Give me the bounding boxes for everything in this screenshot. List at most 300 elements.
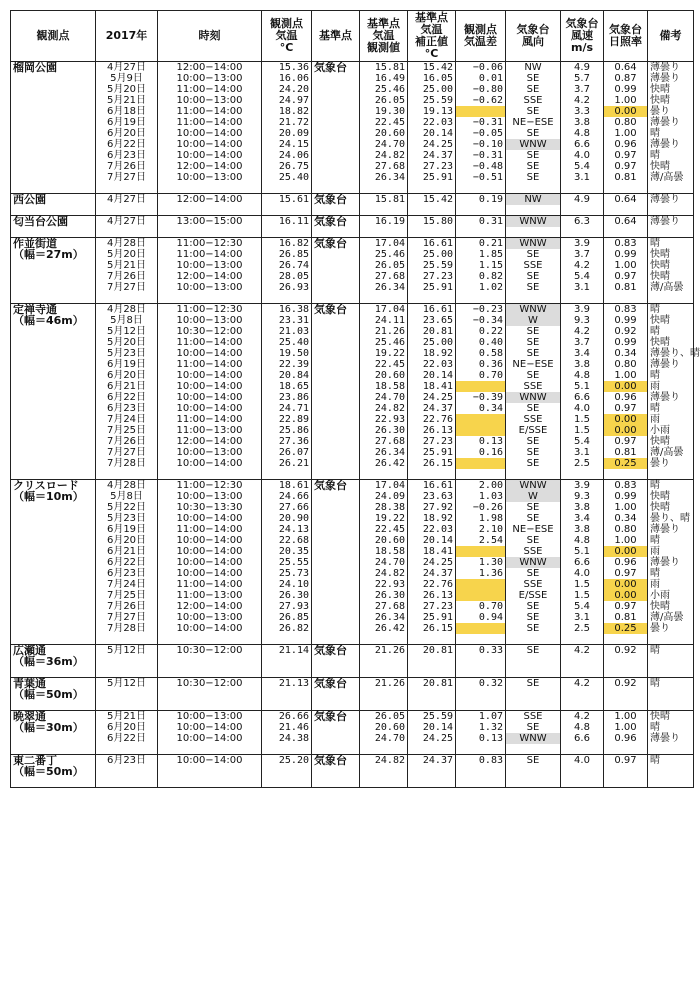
ref-corrected-cell: 25.91 — [408, 282, 456, 293]
obs-temp-cell: 16.82 — [262, 238, 312, 250]
station-name-empty — [11, 403, 96, 414]
ref-corrected-cell: 23.65 — [408, 315, 456, 326]
empty-cell — [506, 700, 561, 711]
ref-corrected-cell: 24.25 — [408, 139, 456, 150]
ref-point-empty — [312, 447, 360, 458]
empty-cell — [262, 744, 312, 755]
time-cell: 10:30−13:30 — [158, 502, 262, 513]
column-header-line: 風速 — [571, 29, 593, 42]
empty-cell — [312, 227, 360, 238]
temp-diff-cell: −0.31 — [456, 117, 506, 128]
ref-point-empty — [312, 590, 360, 601]
temp-diff-cell: −0.06 — [456, 62, 506, 74]
wind-speed-cell: 4.2 — [561, 326, 604, 337]
time-cell: 10:00−14:00 — [158, 535, 262, 546]
remarks-cell: 晴 — [648, 568, 694, 579]
date-cell: 6月20日 — [96, 535, 158, 546]
ref-corrected-cell: 27.23 — [408, 161, 456, 172]
wind-speed-cell: 4.8 — [561, 128, 604, 139]
date-cell: 5月12日 — [96, 678, 158, 690]
remarks-cell: 薄/高曇 — [648, 612, 694, 623]
time-cell: 11:00−13:00 — [158, 590, 262, 601]
station-name: クリスロード — [11, 480, 96, 492]
column-header — [648, 11, 694, 62]
wind-speed-cell: 4.8 — [561, 370, 604, 381]
temp-diff-cell: 1.03 — [456, 491, 506, 502]
wind-speed-cell: 3.7 — [561, 337, 604, 348]
empty-cell — [561, 293, 604, 304]
ref-point-cell: 気象台 — [312, 678, 360, 690]
station-name-empty — [11, 513, 96, 524]
station-name: 作並街道 — [11, 238, 96, 250]
date-cell: 6月23日 — [96, 568, 158, 579]
ref-point-empty — [312, 326, 360, 337]
date-cell: 5月8日 — [96, 315, 158, 326]
empty-cell — [158, 205, 262, 216]
ref-corrected-cell: 24.25 — [408, 392, 456, 403]
station-name-empty — [11, 458, 96, 469]
time-cell: 10:00−14:00 — [158, 348, 262, 359]
table-row — [11, 678, 694, 690]
ref-temp-cell: 22.45 — [360, 524, 408, 535]
remarks-cell: 晴 — [648, 722, 694, 733]
ref-corrected-cell: 20.14 — [408, 722, 456, 733]
ref-point-empty — [312, 84, 360, 95]
wind-speed-cell: 4.2 — [561, 95, 604, 106]
date-cell: 4月28日 — [96, 480, 158, 492]
wind-dir-cell: SSE — [506, 95, 561, 106]
empty-cell — [158, 766, 262, 777]
sunshine-cell: 0.34 — [604, 513, 648, 524]
wind-dir-cell: SE — [506, 458, 561, 469]
date-cell: 4月27日 — [96, 194, 158, 206]
table-body — [11, 61, 700, 788]
date-cell: 6月20日 — [96, 370, 158, 381]
sunshine-cell: 0.80 — [604, 524, 648, 535]
sunshine-cell: 1.00 — [604, 128, 648, 139]
empty-cell — [648, 700, 694, 711]
ref-temp-cell: 19.22 — [360, 513, 408, 524]
empty-cell — [604, 744, 648, 755]
date-cell: 5月12日 — [96, 645, 158, 657]
table-row — [11, 282, 694, 293]
table-row — [11, 348, 694, 359]
temp-diff-cell — [456, 414, 506, 425]
obs-temp-cell: 26.30 — [262, 590, 312, 601]
empty-cell — [408, 634, 456, 645]
wind-dir-cell: W — [506, 315, 561, 326]
wind-speed-cell: 6.6 — [561, 139, 604, 150]
remarks-cell: 晴 — [648, 480, 694, 492]
temp-diff-cell: 0.22 — [456, 326, 506, 337]
wind-speed-cell: 3.8 — [561, 117, 604, 128]
ref-temp-cell: 20.60 — [360, 370, 408, 381]
empty-cell — [506, 667, 561, 678]
ref-point-cell: 気象台 — [312, 194, 360, 206]
temp-diff-cell: −0.34 — [456, 315, 506, 326]
wind-speed-cell: 4.0 — [561, 403, 604, 414]
time-cell: 12:00−14:00 — [158, 194, 262, 206]
station-name: （幅＝50m） — [11, 766, 96, 777]
remarks-cell: 小雨 — [648, 425, 694, 436]
obs-temp-cell: 19.50 — [262, 348, 312, 359]
ref-corrected-cell: 20.14 — [408, 535, 456, 546]
empty-cell — [158, 634, 262, 645]
ref-temp-cell: 26.30 — [360, 590, 408, 601]
empty-cell — [11, 634, 96, 645]
empty-cell — [456, 766, 506, 777]
sunshine-cell: 1.00 — [604, 95, 648, 106]
temp-diff-cell — [456, 425, 506, 436]
empty-cell — [456, 689, 506, 700]
ref-temp-cell: 16.49 — [360, 73, 408, 84]
remarks-cell: 薄曇り — [648, 733, 694, 744]
empty-cell — [506, 293, 561, 304]
obs-temp-cell: 24.13 — [262, 524, 312, 535]
remarks-cell: 薄曇り — [648, 524, 694, 535]
empty-cell — [506, 469, 561, 480]
station-name-empty — [11, 370, 96, 381]
table-row — [11, 480, 694, 492]
table-row — [11, 139, 694, 150]
wind-dir-cell: W — [506, 491, 561, 502]
header-row — [11, 11, 694, 62]
wind-dir-cell: SSE — [506, 260, 561, 271]
sunshine-cell: 0.81 — [604, 447, 648, 458]
station-name-empty — [11, 524, 96, 535]
temp-diff-cell: 0.40 — [456, 337, 506, 348]
time-cell: 10:00−14:00 — [158, 403, 262, 414]
temp-diff-cell — [456, 546, 506, 557]
empty-cell — [408, 227, 456, 238]
date-cell: 5月20日 — [96, 337, 158, 348]
empty-cell — [312, 766, 360, 777]
time-cell: 10:00−14:00 — [158, 458, 262, 469]
sunshine-cell: 0.64 — [604, 194, 648, 206]
empty-cell — [360, 689, 408, 700]
empty-cell — [262, 700, 312, 711]
column-header — [604, 11, 648, 62]
wind-dir-cell: SE — [506, 722, 561, 733]
wind-dir-cell: SE — [506, 172, 561, 183]
date-cell: 7月27日 — [96, 282, 158, 293]
empty-cell — [11, 205, 96, 216]
sunshine-cell: 0.96 — [604, 557, 648, 568]
sunshine-cell: 0.00 — [604, 590, 648, 601]
ref-point-empty — [312, 381, 360, 392]
table-row — [11, 546, 694, 557]
empty-cell — [312, 700, 360, 711]
empty-cell — [604, 667, 648, 678]
obs-temp-cell: 24.97 — [262, 95, 312, 106]
obs-temp-cell: 21.46 — [262, 722, 312, 733]
empty-cell — [506, 744, 561, 755]
date-cell: 7月28日 — [96, 458, 158, 469]
sunshine-cell: 0.00 — [604, 579, 648, 590]
wind-dir-cell: WNW — [506, 480, 561, 492]
sunshine-cell: 0.81 — [604, 172, 648, 183]
remarks-cell: 快晴 — [648, 711, 694, 723]
remarks-cell: 薄曇り、晴 — [648, 348, 694, 359]
date-cell: 6月19日 — [96, 117, 158, 128]
table-row — [11, 557, 694, 568]
temp-diff-cell: 1.32 — [456, 722, 506, 733]
wind-dir-cell: SE — [506, 282, 561, 293]
sunshine-cell: 1.00 — [604, 711, 648, 723]
empty-cell — [561, 634, 604, 645]
ref-corrected-cell: 27.23 — [408, 436, 456, 447]
temp-diff-cell: 0.01 — [456, 73, 506, 84]
empty-cell — [506, 766, 561, 777]
table-row — [11, 161, 694, 172]
ref-point-empty — [312, 524, 360, 535]
empty-cell — [648, 227, 694, 238]
date-cell: 7月26日 — [96, 436, 158, 447]
empty-cell — [561, 183, 604, 194]
obs-temp-cell: 24.06 — [262, 150, 312, 161]
temp-diff-cell: −0.39 — [456, 392, 506, 403]
remarks-cell: 薄曇り — [648, 392, 694, 403]
table-row — [11, 326, 694, 337]
ref-point-empty — [312, 172, 360, 183]
wind-speed-cell: 5.1 — [561, 546, 604, 557]
sunshine-cell: 0.80 — [604, 117, 648, 128]
remarks-cell: 晴 — [648, 535, 694, 546]
sunshine-cell: 0.25 — [604, 623, 648, 634]
date-cell: 4月27日 — [96, 216, 158, 228]
station-name-empty — [11, 348, 96, 359]
table-row — [11, 425, 694, 436]
date-cell: 5月21日 — [96, 95, 158, 106]
table-row — [11, 513, 694, 524]
time-cell: 11:00−12:30 — [158, 304, 262, 316]
ref-corrected-cell: 18.41 — [408, 546, 456, 557]
ref-corrected-cell: 20.81 — [408, 326, 456, 337]
station-name-empty — [11, 161, 96, 172]
column-header-line: 観測点 — [464, 23, 497, 36]
empty-cell — [158, 689, 262, 700]
station-name-empty — [11, 326, 96, 337]
empty-cell — [561, 766, 604, 777]
temp-diff-cell — [456, 623, 506, 634]
spacer-row — [11, 700, 694, 711]
station-name-empty — [11, 95, 96, 106]
ref-point-cell: 気象台 — [312, 645, 360, 657]
remarks-cell: 雨 — [648, 579, 694, 590]
temp-diff-cell: −0.05 — [456, 128, 506, 139]
temp-diff-cell: −0.31 — [456, 150, 506, 161]
obs-temp-cell: 28.05 — [262, 271, 312, 282]
ref-temp-cell: 17.04 — [360, 480, 408, 492]
empty-cell — [11, 667, 96, 678]
empty-cell — [408, 205, 456, 216]
remarks-cell: 快晴 — [648, 271, 694, 282]
empty-cell — [360, 634, 408, 645]
table-row — [11, 458, 694, 469]
empty-cell — [312, 744, 360, 755]
empty-cell — [408, 766, 456, 777]
ref-temp-cell: 26.05 — [360, 95, 408, 106]
ref-point-empty — [312, 491, 360, 502]
empty-cell — [408, 689, 456, 700]
time-cell: 10:00−14:00 — [158, 370, 262, 381]
empty-cell — [262, 634, 312, 645]
sunshine-cell: 0.96 — [604, 139, 648, 150]
station-name-empty — [11, 623, 96, 634]
ref-temp-cell: 20.60 — [360, 535, 408, 546]
station-name-empty — [11, 106, 96, 117]
ref-temp-cell: 27.68 — [360, 436, 408, 447]
temp-diff-cell: −0.48 — [456, 161, 506, 172]
empty-cell — [96, 744, 158, 755]
empty-cell — [561, 227, 604, 238]
empty-cell — [561, 700, 604, 711]
ref-temp-cell: 24.82 — [360, 150, 408, 161]
temp-diff-cell: −0.62 — [456, 95, 506, 106]
table-row — [11, 260, 694, 271]
table-row — [11, 238, 694, 250]
obs-temp-cell: 16.11 — [262, 216, 312, 228]
empty-cell — [456, 744, 506, 755]
temp-diff-cell: 0.36 — [456, 359, 506, 370]
temp-diff-cell: 1.85 — [456, 249, 506, 260]
wind-dir-cell: WNW — [506, 216, 561, 228]
table-row — [11, 766, 694, 777]
ref-corrected-cell: 22.76 — [408, 579, 456, 590]
ref-point-cell: 気象台 — [312, 216, 360, 228]
empty-cell — [96, 700, 158, 711]
date-cell: 6月22日 — [96, 733, 158, 744]
ref-temp-cell: 27.68 — [360, 271, 408, 282]
table-row — [11, 62, 694, 74]
time-cell: 12:00−14:00 — [158, 436, 262, 447]
date-cell: 5月22日 — [96, 502, 158, 513]
date-cell: 7月26日 — [96, 161, 158, 172]
temp-diff-cell: −0.26 — [456, 502, 506, 513]
ref-temp-cell: 17.04 — [360, 238, 408, 250]
empty-cell — [561, 744, 604, 755]
time-cell: 11:00−14:00 — [158, 249, 262, 260]
ref-point-cell: 気象台 — [312, 711, 360, 723]
empty-cell — [648, 205, 694, 216]
temp-diff-cell: 0.31 — [456, 216, 506, 228]
sunshine-cell: 0.99 — [604, 491, 648, 502]
time-cell: 10:00−14:00 — [158, 557, 262, 568]
remarks-cell: 薄曇り — [648, 117, 694, 128]
wind-speed-cell: 3.4 — [561, 348, 604, 359]
wind-speed-cell: 3.7 — [561, 84, 604, 95]
ref-corrected-cell: 26.15 — [408, 623, 456, 634]
remarks-cell: 曇り — [648, 623, 694, 634]
ref-temp-cell: 21.26 — [360, 678, 408, 690]
empty-cell — [604, 777, 648, 788]
empty-cell — [648, 634, 694, 645]
spacer-row — [11, 293, 694, 304]
temp-diff-cell: 0.70 — [456, 370, 506, 381]
ref-point-empty — [312, 722, 360, 733]
station-name-empty — [11, 172, 96, 183]
empty-cell — [262, 469, 312, 480]
ref-temp-cell: 26.34 — [360, 612, 408, 623]
remarks-cell: 曇り — [648, 458, 694, 469]
remarks-cell: 曇り、晴 — [648, 513, 694, 524]
ref-corrected-cell: 25.91 — [408, 172, 456, 183]
empty-cell — [96, 183, 158, 194]
column-header — [408, 11, 456, 62]
ref-point-empty — [312, 150, 360, 161]
empty-cell — [561, 469, 604, 480]
wind-speed-cell: 6.3 — [561, 216, 604, 228]
ref-corrected-cell: 20.81 — [408, 645, 456, 657]
table-row — [11, 359, 694, 370]
station-name-empty — [11, 557, 96, 568]
station-name: （幅＝27m） — [11, 249, 96, 260]
sunshine-cell: 0.83 — [604, 480, 648, 492]
wind-dir-cell: SE — [506, 755, 561, 767]
table-row — [11, 689, 694, 700]
column-header-line: 観測点 — [36, 29, 70, 42]
empty-cell — [360, 205, 408, 216]
time-cell: 10:00−14:00 — [158, 128, 262, 139]
ref-corrected-cell: 25.00 — [408, 84, 456, 95]
column-header-line: 備考 — [659, 29, 682, 42]
station-name-empty — [11, 271, 96, 282]
station-name: 青葉通 — [11, 678, 96, 690]
obs-temp-cell: 21.14 — [262, 645, 312, 657]
empty-cell — [456, 667, 506, 678]
wind-dir-cell: SE — [506, 348, 561, 359]
empty-cell — [158, 227, 262, 238]
sunshine-cell: 0.99 — [604, 84, 648, 95]
wind-dir-cell: SE — [506, 337, 561, 348]
ref-corrected-cell: 25.91 — [408, 612, 456, 623]
station-name-empty — [11, 535, 96, 546]
sunshine-cell: 0.99 — [604, 249, 648, 260]
ref-corrected-cell: 24.37 — [408, 755, 456, 767]
obs-temp-cell: 23.31 — [262, 315, 312, 326]
empty-cell — [506, 689, 561, 700]
wind-speed-cell: 3.9 — [561, 480, 604, 492]
date-cell: 5月21日 — [96, 260, 158, 271]
time-cell: 10:00−14:00 — [158, 150, 262, 161]
empty-cell — [408, 700, 456, 711]
table-row — [11, 84, 694, 95]
wind-speed-cell: 1.5 — [561, 590, 604, 601]
temp-diff-cell — [456, 590, 506, 601]
table-row — [11, 370, 694, 381]
table-row — [11, 315, 694, 326]
wind-dir-cell: E/SSE — [506, 425, 561, 436]
table-row — [11, 392, 694, 403]
ref-corrected-cell: 22.03 — [408, 359, 456, 370]
empty-cell — [312, 667, 360, 678]
ref-temp-cell: 24.70 — [360, 392, 408, 403]
ref-temp-cell: 26.42 — [360, 623, 408, 634]
remarks-cell: 晴 — [648, 326, 694, 337]
spacer-row — [11, 469, 694, 480]
empty-cell — [360, 293, 408, 304]
empty-cell — [506, 634, 561, 645]
temp-diff-cell: 0.70 — [456, 601, 506, 612]
wind-speed-cell: 3.9 — [561, 238, 604, 250]
sunshine-cell: 0.83 — [604, 304, 648, 316]
ref-temp-cell: 20.60 — [360, 128, 408, 139]
station-name-empty — [11, 612, 96, 623]
time-cell: 10:00−14:00 — [158, 568, 262, 579]
wind-dir-cell: SE — [506, 150, 561, 161]
date-cell: 5月20日 — [96, 84, 158, 95]
empty-cell — [262, 777, 312, 788]
